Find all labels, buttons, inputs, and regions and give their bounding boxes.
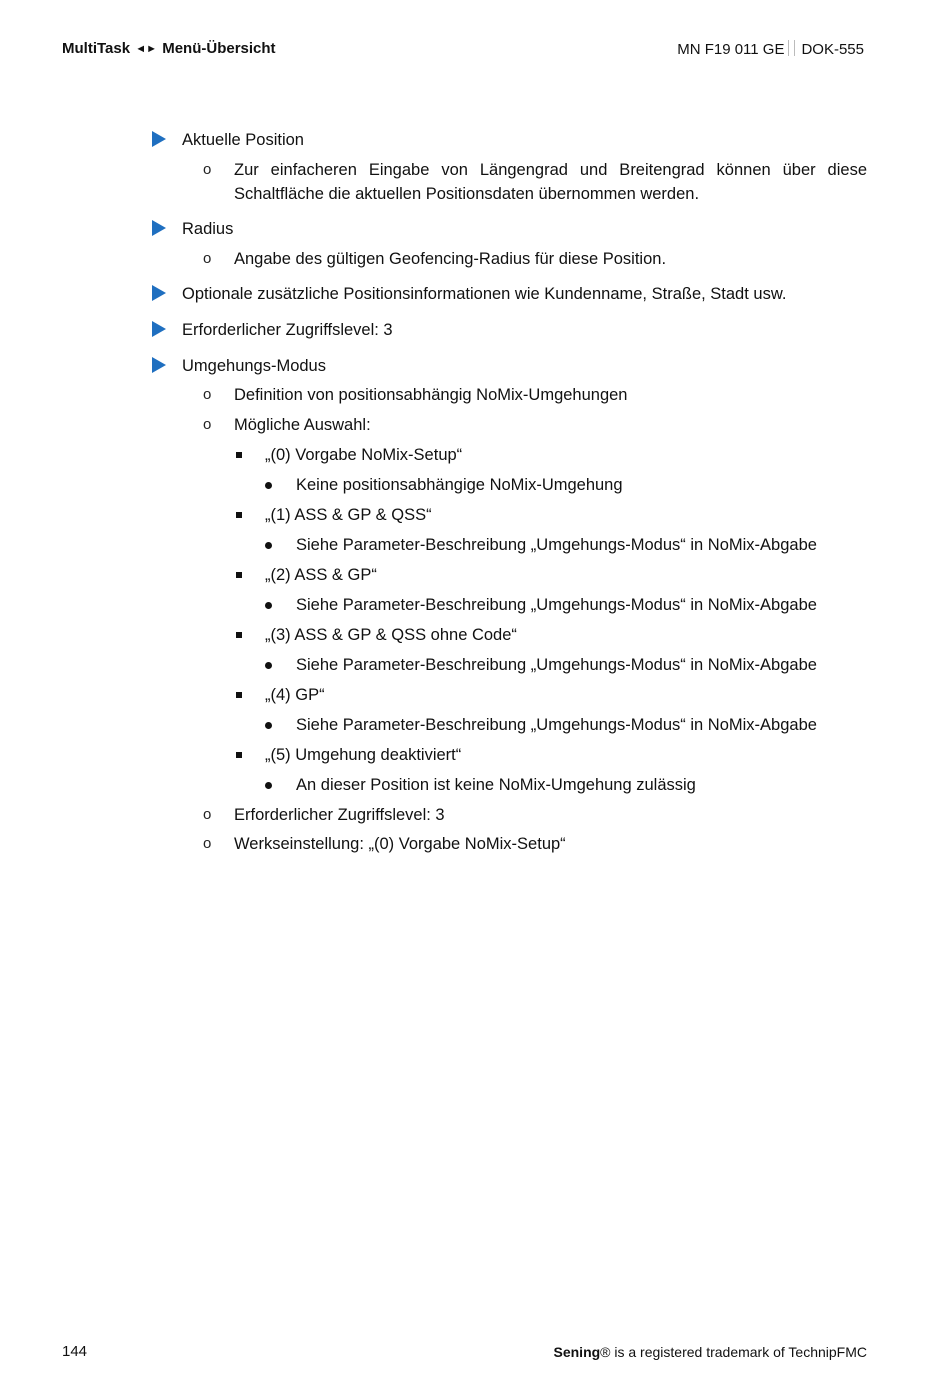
item-text: Werkseinstellung: „(0) Vorgabe NoMix-Setup“ [234, 835, 566, 853]
page-number: 144 [62, 1343, 88, 1360]
option-label: „(3) ASS & GP & QSS ohne Code“ [265, 626, 517, 644]
brand-name: Sening [553, 1344, 601, 1360]
square-bullet-icon [236, 692, 242, 698]
arrow-bullet-icon [152, 357, 166, 373]
item-label: Radius [182, 220, 234, 238]
circle-bullet-icon: o [203, 416, 212, 433]
option-label: „(0) Vorgabe NoMix-Setup“ [265, 446, 463, 464]
dot-bullet-icon [265, 782, 272, 789]
dot-bullet-icon [265, 662, 272, 669]
square-bullet-icon [236, 452, 242, 458]
option-label: „(5) Umgehung deaktiviert“ [265, 746, 462, 764]
header-doc-code: MN F19 011 GE [677, 41, 785, 58]
item-label: Optionale zusätzliche Positionsinformationen wie Kundenname, Straße, Stadt usw. [182, 285, 787, 303]
option-desc-text: An dieser Position ist keine NoMix-Umgehung zulässig [296, 776, 696, 794]
square-bullet-icon [236, 632, 242, 638]
option-label: „(4) GP“ [265, 686, 325, 704]
nav-arrows-icon: ◄► [135, 43, 158, 55]
item-label: Aktuelle Position [182, 131, 304, 149]
header-section: Menü-Übersicht [162, 40, 276, 57]
option-desc-text: Siehe Parameter-Beschreibung „Umgehungs-Modus“ in NoMix-Abgabe [296, 536, 817, 554]
arrow-bullet-icon [152, 131, 166, 147]
circle-bullet-icon: o [203, 250, 212, 267]
dot-bullet-icon [265, 482, 272, 489]
option-desc-text: Siehe Parameter-Beschreibung „Umgehungs-Modus“ in NoMix-Abgabe [296, 716, 817, 734]
circle-bullet-icon: o [203, 161, 212, 178]
circle-bullet-icon: o [203, 806, 212, 823]
item-text: Erforderlicher Zugriffslevel: 3 [234, 806, 445, 824]
header-doc-ref [677, 40, 864, 58]
square-bullet-icon [236, 512, 242, 518]
arrow-bullet-icon [152, 285, 166, 301]
option-desc-text: Siehe Parameter-Beschreibung „Umgehungs-Modus“ in NoMix-Abgabe [296, 656, 817, 674]
arrow-bullet-icon [152, 321, 166, 337]
item-text: Mögliche Auswahl: [234, 416, 371, 434]
circle-bullet-icon: o [203, 386, 212, 403]
item-label: Umgehungs-Modus [182, 357, 326, 375]
item-text: Zur einfacheren Eingabe von Längengrad und Breitengrad können über diese Schaltfläche die aktuellen Positionsdaten übernommen werden. [234, 161, 867, 203]
trademark-text: ® is a registered trademark of TechnipFMC [600, 1344, 867, 1360]
item-text: Angabe des gültigen Geofencing-Radius für diese Position. [234, 250, 667, 268]
header-title [62, 40, 276, 57]
trademark-note [554, 1344, 868, 1360]
dot-bullet-icon [265, 542, 272, 549]
arrow-bullet-icon [152, 220, 166, 236]
option-desc-text: Keine positionsabhängige NoMix-Umgehung [296, 476, 623, 494]
option-label: „(2) ASS & GP“ [265, 566, 377, 584]
square-bullet-icon [236, 572, 242, 578]
option-label: „(1) ASS & GP & QSS“ [265, 506, 432, 524]
divider-icon [788, 40, 795, 56]
item-label: Erforderlicher Zugriffslevel: 3 [182, 321, 393, 339]
dot-bullet-icon [265, 602, 272, 609]
circle-bullet-icon: o [203, 835, 212, 852]
header-doc-id: DOK-555 [801, 41, 864, 58]
item-text: Definition von positionsabhängig NoMix-Umgehungen [234, 386, 628, 404]
option-desc-text: Siehe Parameter-Beschreibung „Umgehungs-Modus“ in NoMix-Abgabe [296, 596, 817, 614]
dot-bullet-icon [265, 722, 272, 729]
header-product: MultiTask [62, 40, 131, 57]
square-bullet-icon [236, 752, 242, 758]
